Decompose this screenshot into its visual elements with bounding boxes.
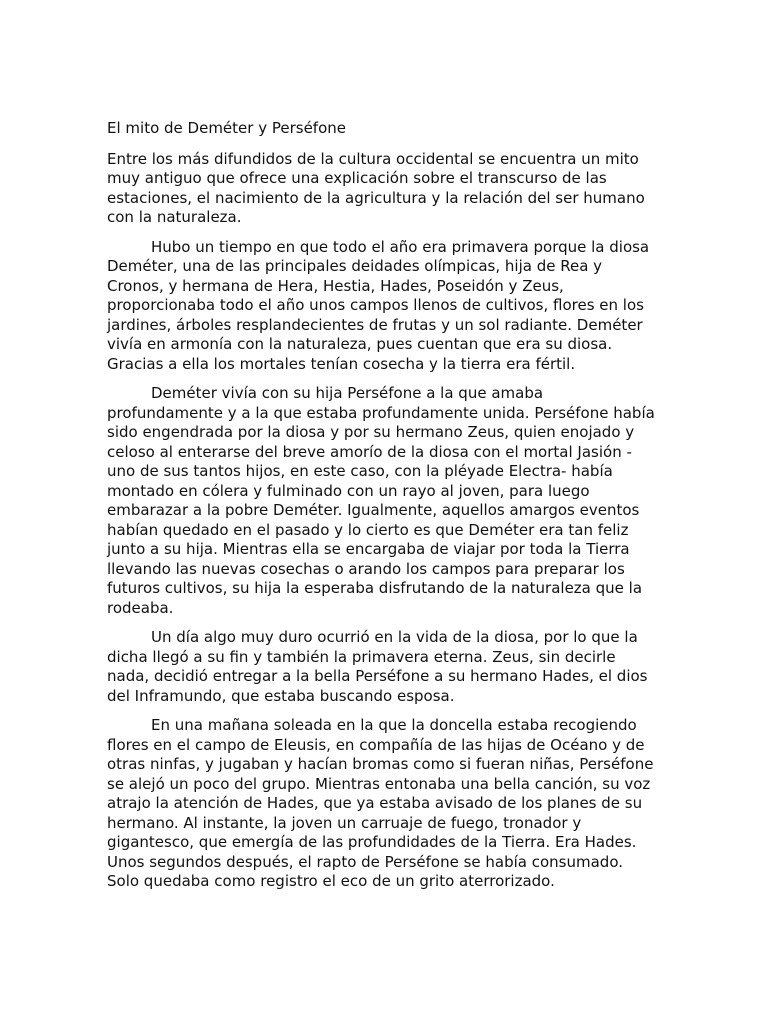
paragraph-intro: Entre los más difundidos de la cultura occidental se encuentra un mito muy antiguo que ofrece una explicación sobre el transcurso de las estaciones, el nacimiento de la agricultura y la relación del ser humano con la naturaleza. xyxy=(107,149,645,226)
document-page xyxy=(107,119,655,902)
paragraph-rapto: En una mañana soleada en la que la doncella estaba recogiendo flores en el campo de Eleusis, en compañía de las hijas de Océano y de otras ninfas, y jugaban y hacían bromas como si fueran niñas, Perséfone se alejó un poco del grupo. Mientras entonaba una bella canción, su voz atrajo la atención de Hades, que ya estaba avisado de los planes de su hermano. Al instante, la joven un carruaje de fuego, tronador y gigantesco, que emergía de las profundidades de la Tierra. Era Hades. Unos segundos después, el rapto de Perséfone se había consumado. Solo quedaba como registro el eco de un grito aterrorizado. xyxy=(107,716,654,890)
paragraph-primavera: Hubo un tiempo en que todo el año era primavera porque la diosa Deméter, una de las principales deidades olímpicas, hija de Rea y Cronos, y hermana de Hera, Hestia, Hades, Poseidón y Zeus, proporcionaba todo el año unos campos llenos de cultivos, flores en los jardines, árboles resplandecientes de frutas y un sol radiante. Deméter vivía en armonía con la naturaleza, pues cuentan que era su diosa. Gracias a ella los mortales tenían cosecha y la tierra era fértil. xyxy=(107,237,650,373)
paragraph-persefone: Deméter vivía con su hija Perséfone a la que amaba profundamente y a la que estaba profundamente unida. Perséfone había sido engendrada por la diosa y por su hermano Zeus, quien enojado y celoso al enterarse del breve amorío de la diosa con el mortal Jasión -uno de sus tantos hijos, en este caso, con la pléyade Electra- había montado en cólera y fulminado con un rayo al joven, para luego embarazar a la pobre Deméter. Igualmente, aquellos amargos eventos habían quedado en el pasado y lo cierto es que Deméter era tan feliz junto a su hija. Mientras ella se encargaba de viajar por toda la Tierra llevando las nuevas cosechas o arando los campos para preparar los futuros cultivos, su hija la esperaba disfrutando de la naturaleza que la rodeaba. xyxy=(107,384,655,617)
document-title: El mito de Deméter y Perséfone xyxy=(107,119,346,137)
paragraph-zeus-decision: Un día algo muy duro ocurrió en la vida de la diosa, por lo que la dicha llegó a su fin y también la primavera eterna. Zeus, sin decirle nada, decidió entregar a la bella Perséfone a su hermano Hades, el dios del Inframundo, que estaba buscando esposa. xyxy=(107,628,648,705)
